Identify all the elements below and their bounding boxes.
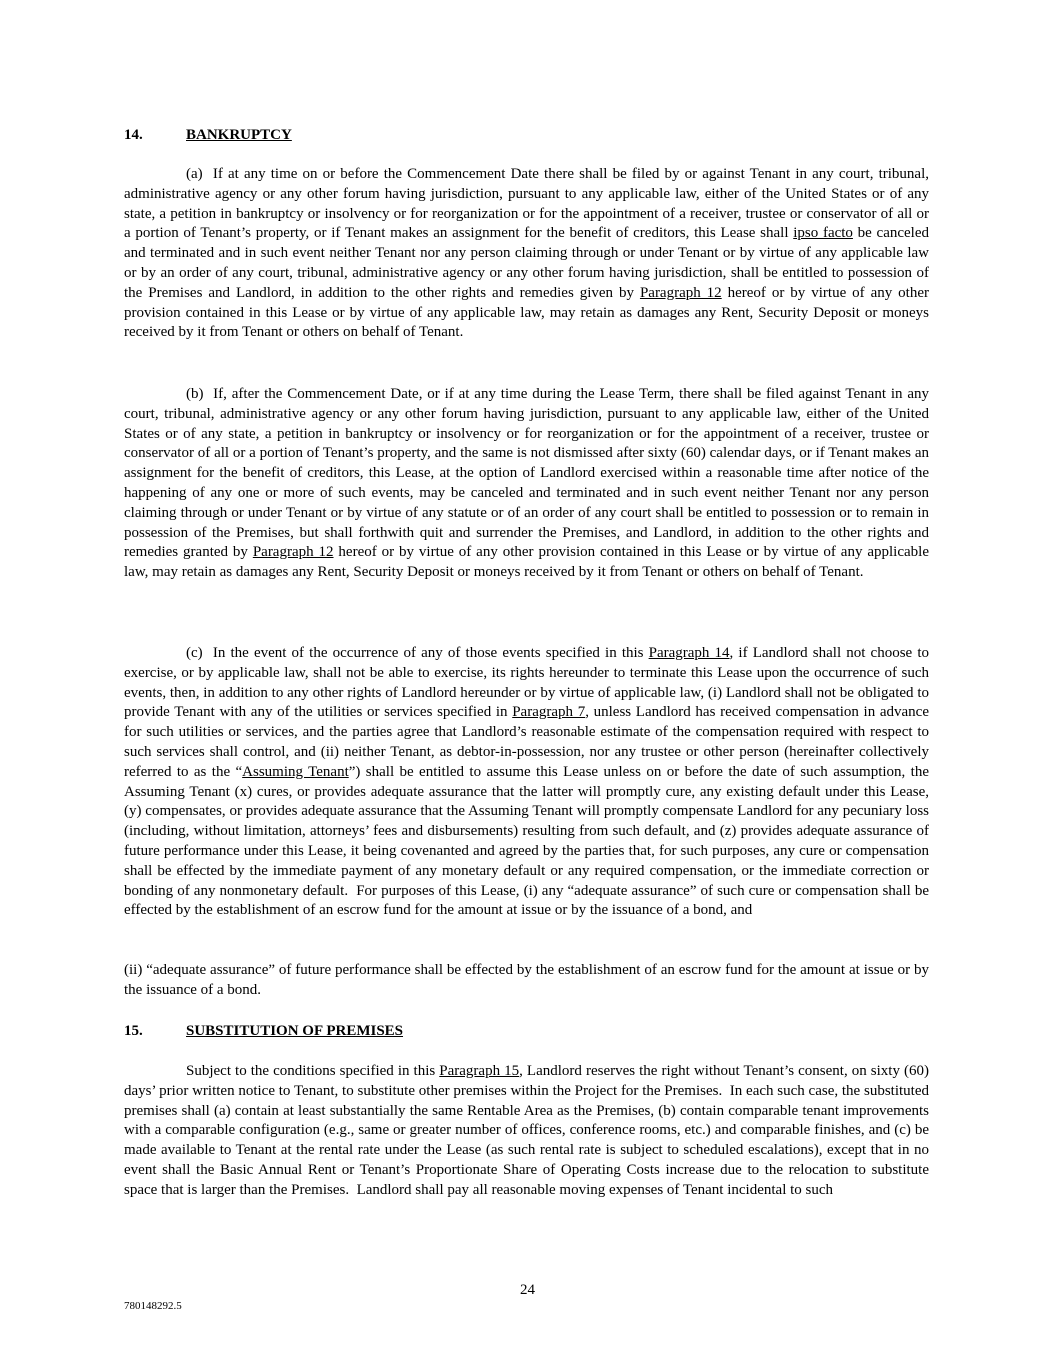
text-run: hereof or by virtue of any other provision contained in this Lease or by virtue of any applicable law, may retain as damages any Rent, Security Deposit or moneys received by it from Tenant or others on behalf of Tenant. <box>124 284 930 341</box>
paragraph-7-reference: Paragraph 7 <box>512 704 586 721</box>
paragraph-12-reference: Paragraph 12 <box>252 544 334 561</box>
paragraph-15-reference: Paragraph 15 <box>439 1063 520 1079</box>
paragraph-14a <box>124 165 929 343</box>
text-run: (b) If, after the Commencement Date, or if at any time during the Lease Term, there shall be filed against Tenant in any court, tribunal, administrative agency or any other forum having jurisdiction, pursuant to any applicable law, either of the United States or of any state, a petition in bankruptcy or insolvency or for reorganization or for the appointment of a receiver, trustee or conservator of all or a portion of Tenant’s property, and the same is not dismissed after sixty (60) calendar days, or if Tenant makes an assignment for the benefit of creditors, this Lease, at the option of Landlord exercised within a reasonable time after notice of the happening of any one or more of such events, may be canceled and terminated and in such event neither Tenant nor any person claiming through or under Tenant or by virtue of any statute or of an order of any court shall be entitled to possession or to remain in possession of the Premises, but shall forthwith quit and surrender the Premises, and Landlord, in addition to the other rights and remedies granted by <box>124 386 929 561</box>
paragraph-15 <box>124 1062 929 1201</box>
ipso-facto-term: ipso facto <box>793 225 853 242</box>
section-number: 15. <box>124 1023 143 1039</box>
section-title: SUBSTITUTION OF PREMISES <box>186 1023 404 1039</box>
page-number: 24 <box>520 1282 535 1298</box>
section-number: 14. <box>124 127 143 143</box>
section-14-heading <box>124 126 292 146</box>
text-run: , if Landlord shall not choose to exercise, or by applicable law, shall not be able to exercise, its rights hereunder to terminate this Lease upon the occurrence of such events, then, in addition to any other rights of Landlord hereunder or by virtue of applicable law, (i) Landlord shall not be obligated to provide Tenant with any of the utilities or services specified in <box>124 645 929 721</box>
paragraph-14c-continuation <box>124 961 929 1001</box>
text-run: Subject to the conditions specified in this <box>186 1063 440 1079</box>
text-run: (a) If at any time on or before the Commencement Date there shall be filed by or against Tenant in any court, tribunal, administrative agency or any other forum having jurisdiction, pursuant to any applicable law, either of the United States or of any state, a petition in bankruptcy or insolvency or for reorganization or for the appointment of a receiver, trustee or conservator of all or a portion of Tenant’s property, or if Tenant makes an assignment for the benefit of creditors, this Lease shall <box>124 166 929 242</box>
text-run: (c) In the event of the occurrence of any of those events specified in this <box>186 645 649 661</box>
paragraph-14-reference: Paragraph 14 <box>648 645 730 661</box>
document-id: 780148292.5 <box>124 1300 182 1312</box>
text-run: , unless Landlord has received compensation in advance for such utilities or services, and the parties agree that Landlord’s reasonable estimate of the compensation required with respect to such services shall control, and (ii) neither Tenant, as debtor-in-possession, nor any trustee or other person (hereinafter collectively referred to as the “ <box>124 704 929 780</box>
section-title: BANKRUPTCY <box>186 127 292 143</box>
paragraph-12-reference: Paragraph 12 <box>639 284 722 301</box>
paragraph-14b <box>124 385 929 583</box>
assuming-tenant-term: Assuming Tenant <box>242 763 349 780</box>
paragraph-14c <box>124 644 929 921</box>
text-run: ”) shall be entitled to assume this Lease unless on or before the date of such assumption, the Assuming Tenant (x) cures, or provides adequate assurance that the latter will promptly cure, any existing default under this Lease, (y) compensates, or provides adequate assurance that the Assuming Tenant will promptly compensate Landlord for any pecuniary loss (including, without limitation, attorneys’ fees and disbursements) resulting from such default, and (z) provides adequate assurance of future performance under this Lease, it being covenanted and agreed by the parties that, for such purposes, any cure or compensation shall be effected by the immediate payment of any monetary default or any required compensation, or the immediate correction or bonding of any nonmonetary default. For purposes of this Lease, (i) any “adequate assurance” of such cure or compensation shall be effected by the establishment of an escrow fund for the amount at issue or by the issuance of a bond, and <box>124 763 929 919</box>
section-15-heading <box>124 1022 403 1042</box>
text-run: , Landlord reserves the right without Tenant’s consent, on sixty (60) days’ prior written notice to Tenant, to substitute other premises within the Project for the Premises. In each such case, the substituted premises shall (a) contain at least substantially the same Rentable Area as the Premises, (b) contain comparable tenant improvements with a comparable configuration (e.g., same or greater number of offices, conference rooms, etc.) and comparable finishes, and (c) be made available to Tenant at the rental rate under the Lease (as such rental rate is subject to scheduled escalations), except that in no event shall the Basic Annual Rent or Tenant’s Proportionate Share of Operating Costs increase due to the relocation to substitute space that is larger than the Premises. Landlord shall pay all reasonable moving expenses of Tenant incidental to such <box>124 1063 930 1198</box>
text-run: be canceled and terminated and in such event neither Tenant nor any person claiming through or under Tenant or by virtue of any applicable law or by an order of any court, tribunal, administrative agency or any other forum having jurisdiction, shall be entitled to possession of the Premises and Landlord, in addition to the other rights and remedies given by <box>124 225 929 301</box>
text-run: (ii) “adequate assurance” of future performance shall be effected by the establishment of an escrow fund for the amount at issue or by the issuance of a bond. <box>124 962 929 998</box>
text-run: hereof or by virtue of any other provision contained in this Lease or by virtue of any applicable law, may retain as damages any Rent, Security Deposit or moneys received by it from Tenant or others on behalf of Tenant. <box>124 544 929 581</box>
